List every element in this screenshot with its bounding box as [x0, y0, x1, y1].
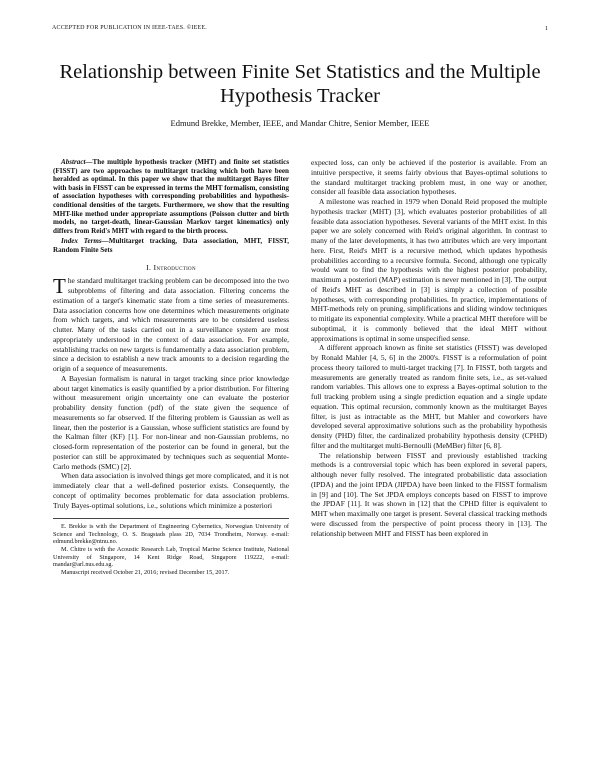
index-terms-text: Multitarget tracking, Data association, MHT, FISST, Random Finite Sets — [53, 237, 289, 254]
index-terms-label: Index Terms— — [61, 237, 109, 246]
intro-paragraph-1-text: he standard multitarget tracking problem can be decomposed into the two subproblems of filtering and data association. Filtering concerns the estimation of a target's kinematic state from a time series of measurements. Data association concerns how one determines which measurements originate from which targets, and which measurements are to be considered useless clutter. Many of the tasks carried out in a surveillance system are most appropriately understood in the context of data association. For example, establishing tracks on new targets is fundamentally a data association problem, since a decision to establish a new track amounts to a decision regarding the origin of a sequence of measurements. — [53, 276, 289, 374]
intro-paragraph-2: A Bayesian formalism is natural in target tracking since prior knowledge about target kinematics is easily quantified by a prior distribution. For filtering without measurement origin uncertainty one can evaluate the posterior probability density function (pdf) of the state given the sequence of measurements so far observed. If the filtering problem is Gaussian as well as linear, then the posterior is a Gaussian, whose sufficient statistics are found by the Kalman filter (KF) [1]. For non-linear and non-Gaussian problems, no closed-form representation of the posterior can be found in general, but the posterior can still be approximated by techniques such as sequential Monte-Carlo methods (SMC) [2]. — [53, 373, 289, 471]
right-paragraph-3: A different approach known as finite set statistics (FISST) was developed by Ronald Mahler [4, 5, 6] in the 2000's. FISST is a reformulation of point process theory tailored to multi-target tracking [7]. In FISST, both targets and measurements are generally treated as random finite sets, i.e., as set-valued random variables. This allows one to express a Bayes-optimal solution to the full tracking problem using a single prediction equation and a single update equation. This optimal recursion, commonly known as the multitarget Bayes filter, is just as intractable as the MHT, but Mahler and coworkers have developed several approximative solutions such as the probability hypothesis density (PHD) filter, the cardinalized probability hypothesis density (CPHD) filter and the multitarget multi-Bernoulli (MeMBer) filter [6, 8]. — [311, 343, 547, 450]
footnote-brekke: E. Brekke is with the Department of Engineering Cybernetics, Norwegian University of Science and Technology, O. S. Bragstads plass 2D, 7034 Trondheim, Norway. e-mail: edmund.brekke@ntnu.no. — [53, 523, 289, 546]
right-paragraph-1: expected loss, can only be achieved if the posterior is available. From an intuitive perspective, it seems fairly obvious that Bayes-optimal solutions to the standard multitarget tracking problem must, in one way or another, consider all feasible data association hypotheses. — [311, 158, 547, 197]
abstract — [53, 158, 289, 235]
right-paragraph-2: A milestone was reached in 1979 when Donald Reid proposed the multiple hypothesis tracker (MHT) [3], which evaluates posterior probabilities of all feasible data association hypotheses. Several variants of the MHT exist. In this paper we are solely concerned with Reid's original algorithm. In contrast to many of the later developments, it has two attributes which are very important here. First, Reid's MHT is a recursive method, which updates hypothesis probabilities according to a recursive formula. Second, although one typically would want to find the hypothesis with the highest posterior probability, maximum a posteriori (MAP) estimation is never mentioned in [3]. The output of Reid's MHT as described in [3] is simply a collection of possible hypotheses, with corresponding probabilities. In practice, implementations of MHT-methods rely on pruning, simplifications and sliding window techniques to mitigate its exponential complexity. While a practical MHT therefore will be suboptimal, it is commonly believed that the ideal MHT without approximations is optimal in some unspecified sense. — [311, 197, 547, 343]
left-column — [53, 158, 289, 576]
section-heading — [53, 263, 289, 273]
paper-title: Relationship between Finite Set Statistics and the Multiple Hypothesis Tracker — [59, 61, 541, 107]
intro-paragraph-3: When data association is involved things get more complicated, and it is not immediately clear that a well-defined posterior exists. Consequently, the concept of optimality becomes problematic for data association problems. Truly Bayes-optimal solutions, i.e., solutions which minimize a posteriori — [53, 471, 289, 510]
author-line: Edmund Brekke, Member, IEEE, and Mandar Chitre, Senior Member, IEEE — [170, 118, 430, 128]
footnote-chitre: M. Chitre is with the Acoustic Research Lab, Tropical Marine Science Institute, National University of Singapore, 14 Kent Ridge Road, Singapore 119222, e-mail: mandar@arl.nus.edu.sg. — [53, 546, 289, 569]
footnote-manuscript: Manuscript received October 21, 2016; revised December 15, 2017. — [61, 568, 230, 576]
page-number: 1 — [544, 25, 548, 32]
right-column — [311, 158, 547, 538]
footnotes — [53, 518, 289, 576]
drop-cap: T — [53, 274, 66, 299]
index-terms — [53, 237, 289, 254]
running-head: ACCEPTED FOR PUBLICATION IN IEEE-TAES. ©IEEE. — [52, 25, 207, 31]
abstract-label: Abstract— — [61, 158, 93, 166]
right-paragraph-4: The relationship between FISST and previously established tracking methods is a controversial topic which has been explored in several papers, although never fully resolved. The integrated probabilistic data association (IPDA) and the joint IPDA (JIPDA) have been linked to the FISST formalism in [9] and [10]. The Set JPDA employs concepts based on FISST to improve the JPDAF [11]. It was shown in [12] that the CPHD filter is equivalent to MHT when maximally one target is present. Several classical tracking methods were discussed from the perspective of point process theory in [13]. The relationship between MHT and FISST has been explored in — [311, 450, 547, 538]
abstract-text: The multiple hypothesis tracker (MHT) and finite set statistics (FISST) are two approaches to multitarget tracking which both have been heralded as optimal. In this paper we show that the multitarget Bayes filter with basis in FISST can be expressed in terms the MHT formalism, consisting of association hypotheses with corresponding probabilities and hypothesis-conditional densities of the targets. Furthermore, we show that the resulting MHT-like method under appropriate assumptions (Poisson clutter and birth models, no target-death, linear-Gaussian Markov target kinematics) only differs from Reid's MHT with regard to the birth process. — [53, 158, 289, 235]
section-title: Introduction — [153, 262, 196, 272]
section-number: I. — [146, 262, 152, 272]
intro-paragraph-1 — [53, 276, 289, 374]
